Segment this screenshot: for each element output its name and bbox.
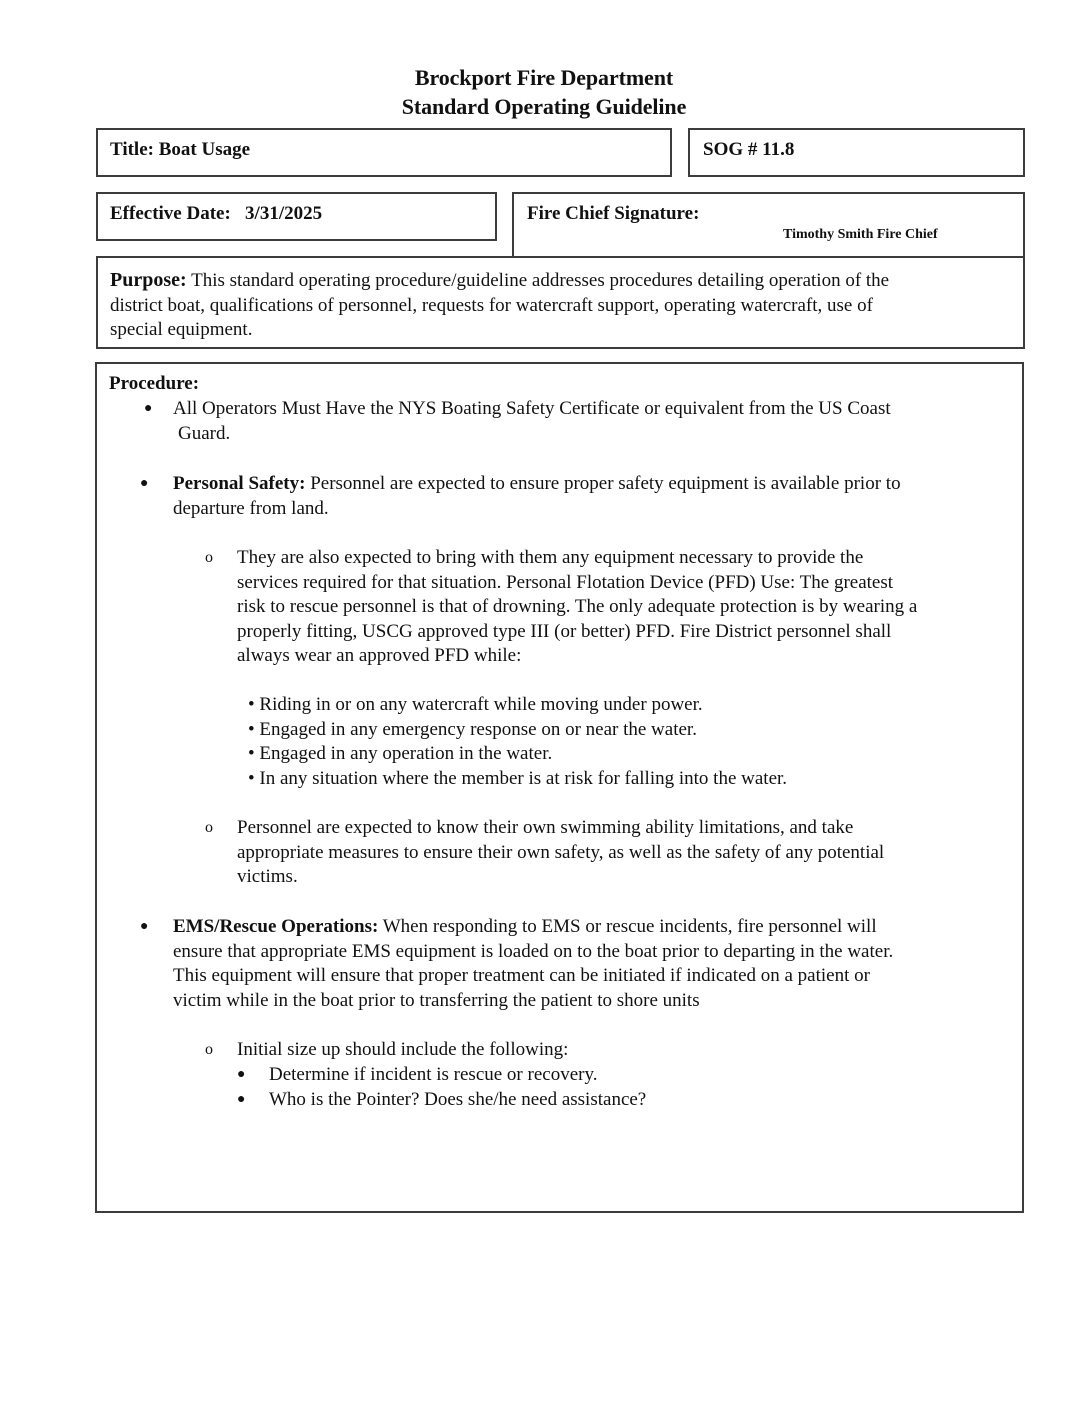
bullet-icon: ● <box>237 1067 246 1082</box>
document-type-title: Standard Operating Guideline <box>401 94 687 119</box>
item-line: All Operators Must Have the NYS Boating Safety Certificate or equivalent from the US Coast <box>173 398 891 419</box>
purpose-box <box>96 256 1025 349</box>
procedure-item-ems-rescue <box>173 915 893 1013</box>
pfd-condition-item: • In any situation where the member is at risk for falling into the water. <box>248 767 788 789</box>
size-up-checklist-item: Who is the Pointer? Does she/he need assistance? <box>269 1089 647 1110</box>
item-line: They are also expected to bring with them any equipment necessary to provide the <box>237 547 864 568</box>
effective-date-box <box>96 192 497 241</box>
purpose-line-1: This standard operating procedure/guideline addresses procedures detailing operation of the <box>191 270 890 291</box>
title-value: Boat Usage <box>158 139 251 160</box>
signature-label: Fire Chief Signature: <box>527 203 700 224</box>
item-line: always wear an approved PFD while: <box>237 645 522 666</box>
item-line: departure from land. <box>173 497 329 519</box>
item-line: victims. <box>237 866 298 887</box>
purpose-label: Purpose: <box>110 269 187 291</box>
procedure-box <box>95 362 1024 1213</box>
size-up-checklist-item: Determine if incident is rescue or recovery. <box>269 1064 598 1085</box>
effective-date-label: Effective Date: <box>110 203 231 224</box>
pfd-conditions-list <box>248 693 787 791</box>
circle-bullet-icon: o <box>205 549 213 566</box>
item-line: services required for that situation. Personal Flotation Device (PFD) Use: The greatest <box>237 571 894 593</box>
signature-box <box>512 192 1025 258</box>
organization-title: Brockport Fire Department <box>414 65 674 90</box>
pfd-requirement-paragraph <box>237 546 917 669</box>
item-line: Guard. <box>178 422 231 444</box>
pfd-condition-item: • Engaged in any operation in the water. <box>248 743 553 764</box>
item-line: When responding to EMS or rescue incidents, fire personnel will <box>382 916 877 937</box>
circle-bullet-icon: o <box>205 1041 213 1058</box>
swimming-ability-paragraph <box>237 816 884 890</box>
item-line: ensure that appropriate EMS equipment is loaded on to the boat prior to departing in the water. <box>173 940 894 962</box>
circle-bullet-icon: o <box>205 819 213 836</box>
sog-number-box <box>688 128 1025 177</box>
procedure-item-certification <box>173 397 891 446</box>
title-box <box>96 128 672 177</box>
ems-rescue-heading: EMS/Rescue Operations: <box>173 916 379 937</box>
item-line: appropriate measures to ensure their own safety, as well as the safety of any potential <box>237 841 885 863</box>
item-line: This equipment will ensure that proper treatment can be initiated if indicated on a patient or <box>173 965 870 986</box>
title-label: Title: <box>110 139 154 160</box>
item-line: properly fitting, USCG approved type III (or better) PFD. Fire District personnel shall <box>237 620 892 642</box>
item-line: victim while in the boat prior to transferring the patient to shore units <box>173 989 700 1011</box>
bullet-icon: ● <box>237 1092 246 1107</box>
sog-label: SOG # <box>703 139 758 160</box>
sog-number-field <box>703 138 794 162</box>
size-up-intro <box>237 1038 568 1063</box>
sog-value: 11.8 <box>762 139 795 160</box>
item-line: Initial size up should include the following: <box>237 1039 569 1060</box>
bullet-icon: ● <box>144 401 153 416</box>
procedure-label: Procedure: <box>109 373 200 394</box>
bullet-icon: ● <box>140 919 149 934</box>
purpose-line-2: district boat, qualifications of personnel, requests for watercraft support, operating watercraft, use of <box>110 294 873 316</box>
item-line: Personnel are expected to know their own swimming ability limitations, and take <box>237 817 854 838</box>
signature-name: Timothy Smith Fire Chief <box>783 227 938 242</box>
purpose-line-3: special equipment. <box>110 319 253 340</box>
bullet-icon: ● <box>140 476 149 491</box>
pfd-condition-item: • Engaged in any emergency response on or near the water. <box>248 718 697 740</box>
title-field <box>110 138 250 162</box>
effective-date-value: 3/31/2025 <box>245 203 323 224</box>
item-line: Personnel are expected to ensure proper safety equipment is available prior to <box>310 473 901 494</box>
personal-safety-heading: Personal Safety: <box>173 473 306 494</box>
procedure-item-personal-safety <box>173 472 901 521</box>
item-line: risk to rescue personnel is that of drowning. The only adequate protection is by wearing a <box>237 596 918 617</box>
pfd-condition-item: • Riding in or on any watercraft while moving under power. <box>248 694 703 715</box>
effective-date-field <box>110 202 322 226</box>
purpose-section <box>110 268 1010 343</box>
